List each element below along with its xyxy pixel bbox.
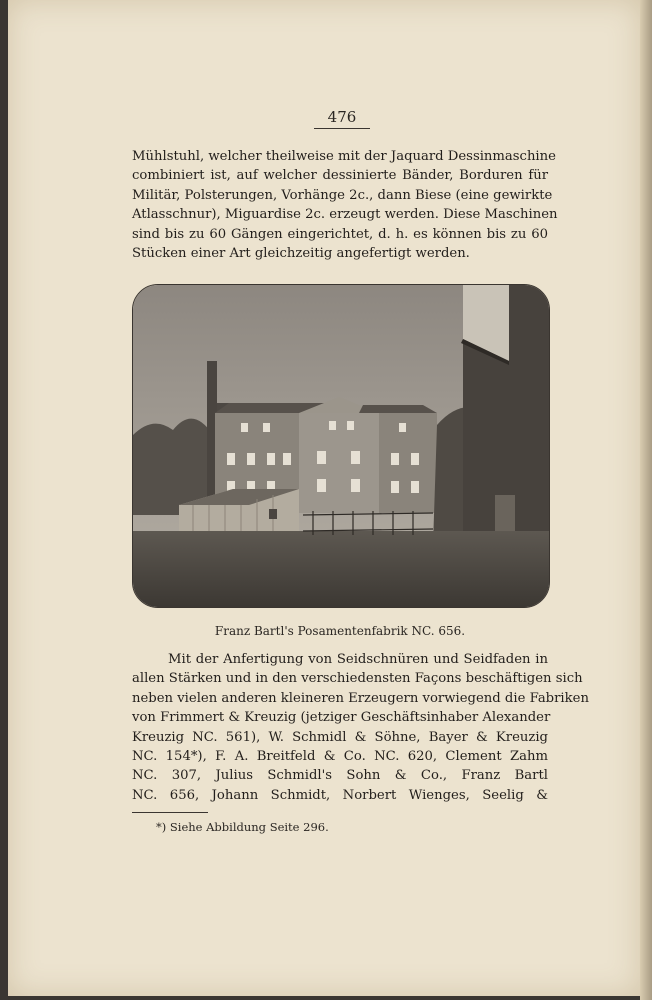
figure-caption: Franz Bartl's Posamentenfabrik NC. 656. (214, 624, 466, 638)
paragraph-machines (132, 147, 558, 263)
text-line: NC. 154*), F. A. Breitfeld & Co. NC. 620, Clement Zahm (132, 749, 548, 765)
footnote-rule (132, 812, 208, 813)
text-line: allen Stärken und in den verschiedensten Façons beschäftigen sich (132, 671, 583, 687)
text-line: von Frimmert & Kreuzig (jetziger Geschäftsinhaber Alexander (132, 710, 551, 726)
book-page (8, 0, 640, 996)
text-line: Atlasschnur), Miguardise 2c. erzeugt werden. Diese Maschinen (132, 207, 558, 223)
paragraph-silk-cords (132, 650, 589, 805)
text-line: sind bis zu 60 Gängen eingerichtet, d. h. es können bis zu 60 (132, 226, 548, 242)
text-line: NC. 656, Johann Schmidt, Norbert Wienges, Seelig & (132, 787, 548, 803)
text-line: combiniert ist, auf welcher dessinierte Bänder, Borduren für (132, 168, 548, 184)
text-line: Kreuzig NC. 561), W. Schmidl & Söhne, Bayer & Kreuzig (132, 729, 548, 745)
text-line: neben vielen anderen kleineren Erzeugern vorwiegend die Fabriken (132, 690, 589, 706)
page-number: 476 (327, 108, 357, 126)
text-line: Militär, Polsterungen, Vorhänge 2c., dann Biese (eine gewirkte (132, 187, 553, 203)
text-line: NC. 307, Julius Schmidl's Sohn & Co., Franz Bartl (132, 768, 548, 784)
text-line: Stücken einer Art gleichzeitig angefertigt werden. (132, 246, 470, 262)
factory-photo (132, 284, 550, 608)
footnote: *) Siehe Abbildung Seite 296. (156, 820, 329, 834)
text-line: Mit der Anfertigung von Seidschnüren und Seidfaden in (168, 652, 548, 667)
page-number-rule (314, 128, 370, 129)
book-edge (640, 0, 652, 1000)
text-line: Mühlstuhl, welcher theilweise mit der Jaquard Dessinmaschine (132, 149, 556, 164)
